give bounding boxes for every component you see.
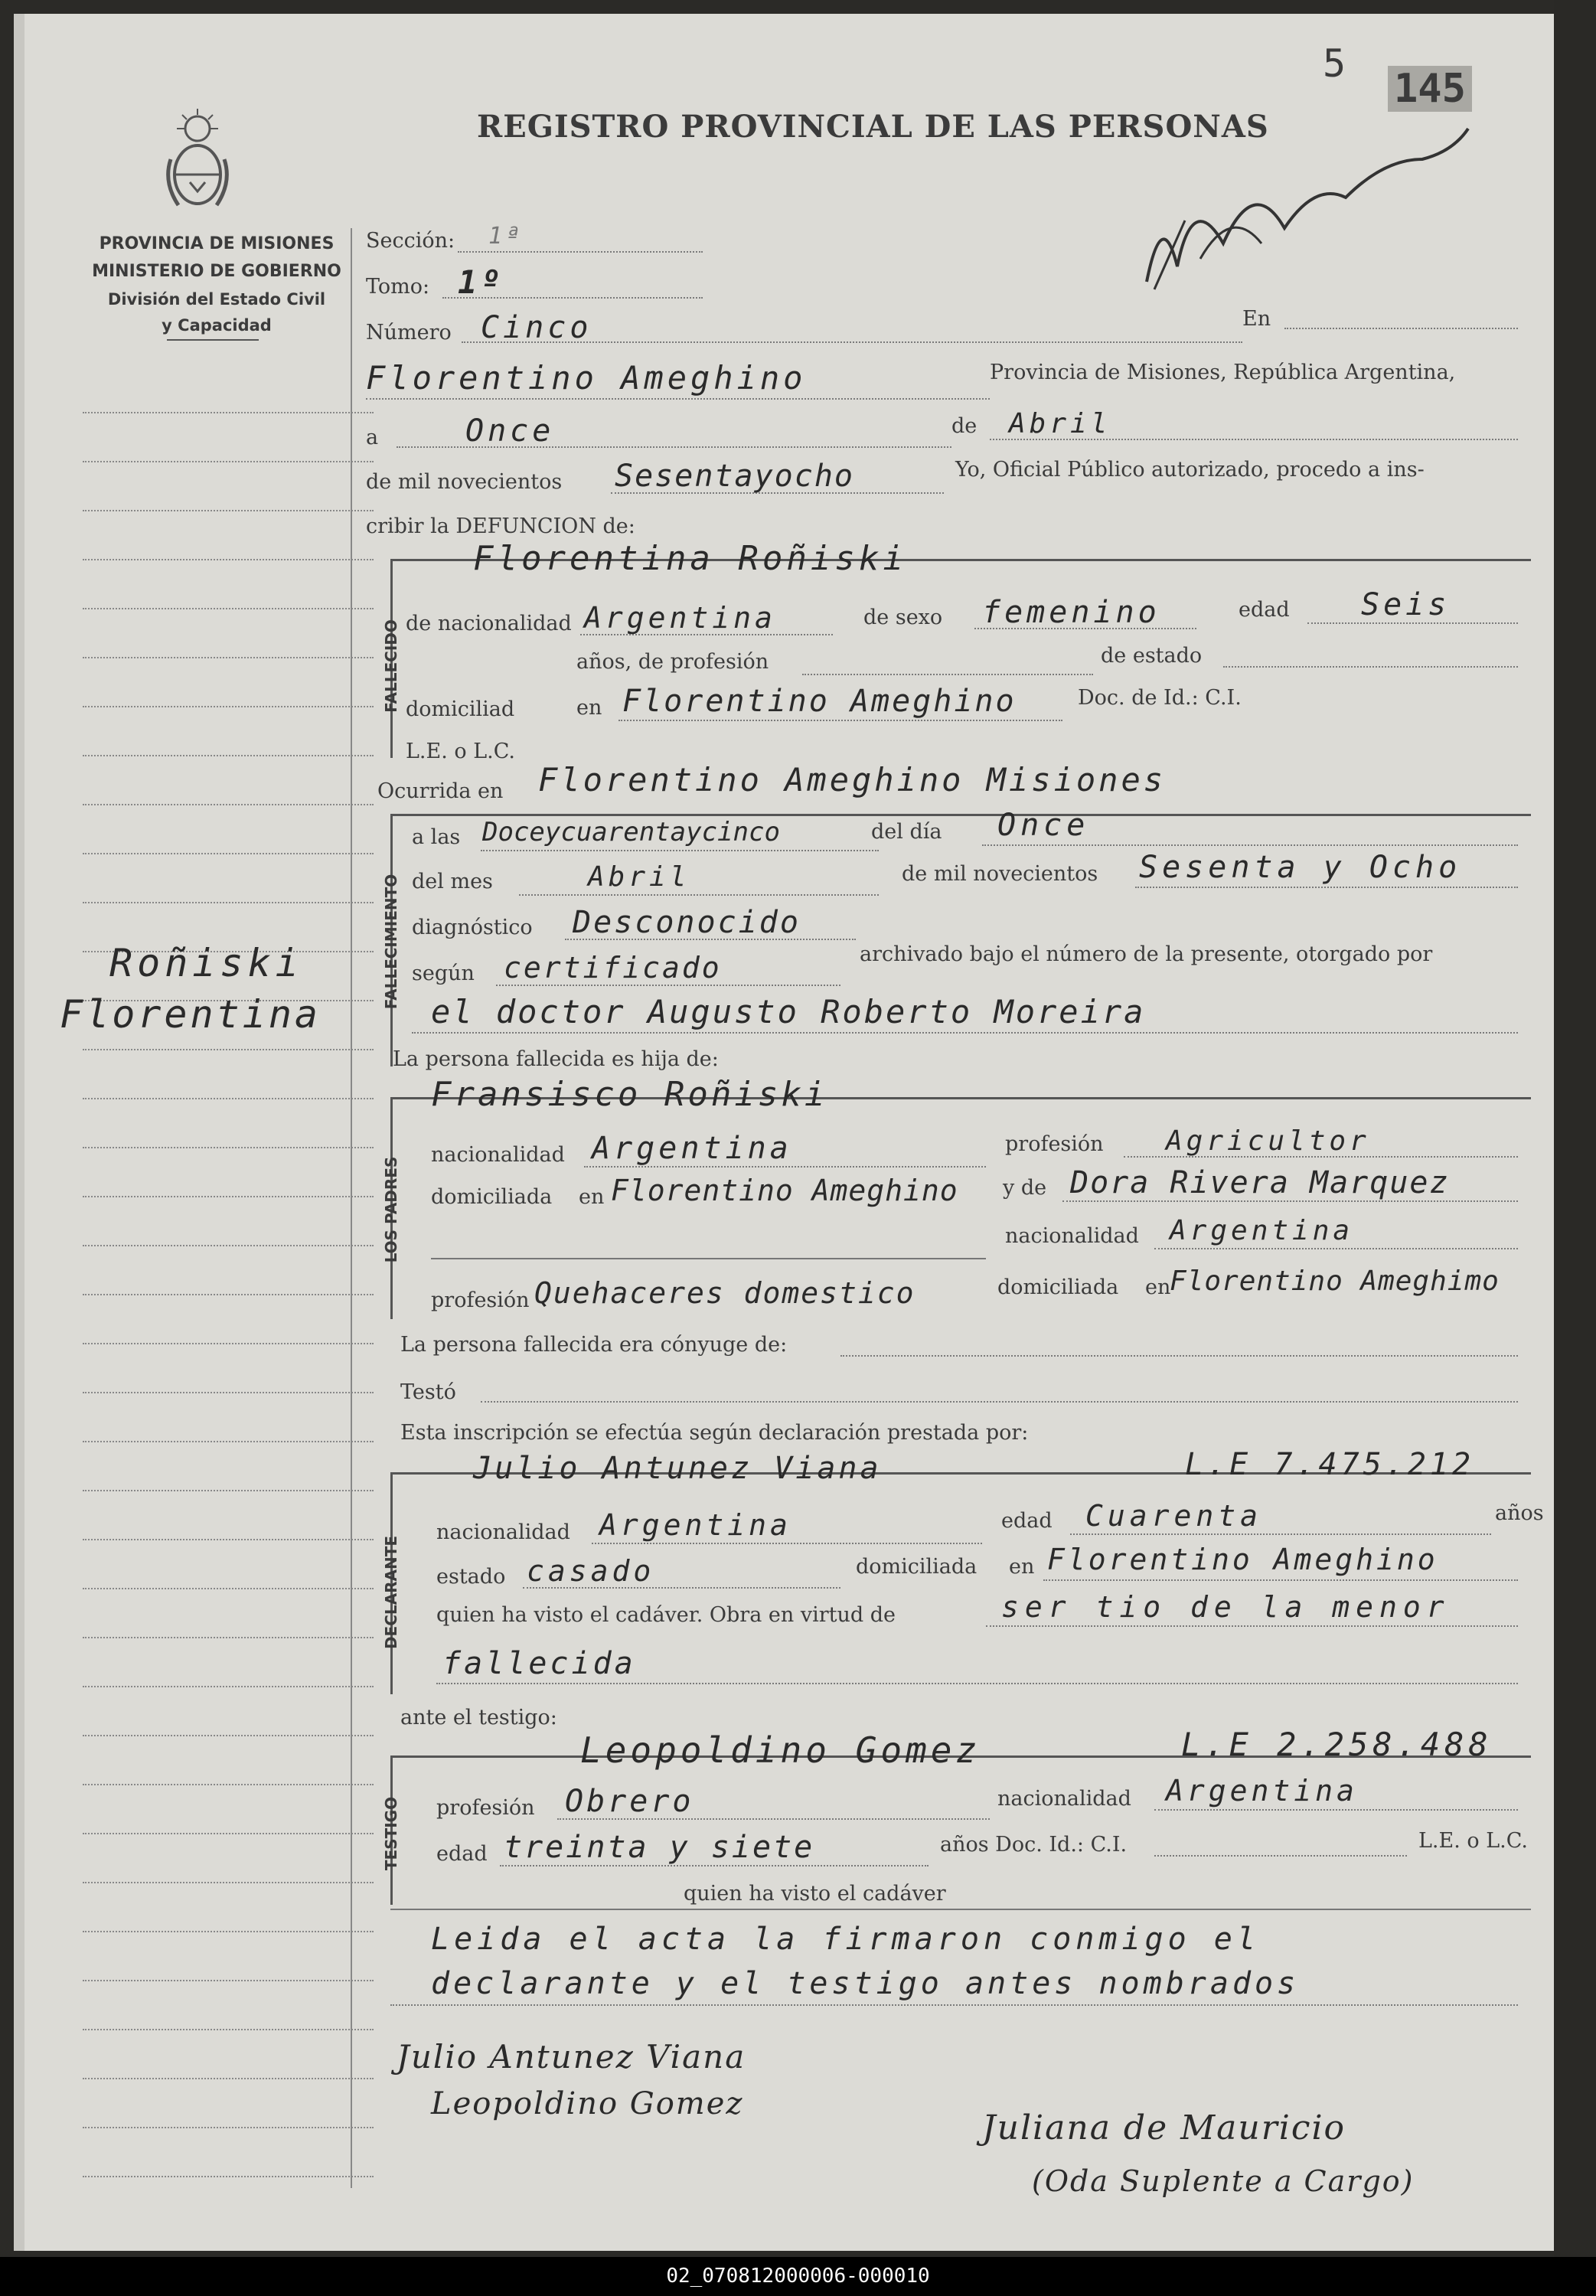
ante-testigo-label: ante el testigo:	[400, 1706, 557, 1729]
dia-line	[982, 844, 1518, 846]
register-title: REGISTRO PROVINCIAL DE LAS PERSONAS	[477, 109, 1269, 145]
testigo-le-label: L.E. o L.C.	[1418, 1829, 1529, 1853]
madre-domiciliada-label: domiciliada	[997, 1275, 1119, 1299]
place-line	[366, 398, 990, 400]
certificate-source: certificado	[504, 951, 722, 985]
madre-en-label: en	[1145, 1275, 1171, 1299]
madre-nacionalidad-label: nacionalidad	[1005, 1224, 1139, 1248]
scan-right-edge	[1554, 0, 1596, 2257]
fallecido-section-label: FALLECIDO	[382, 619, 400, 713]
anio-line	[1135, 887, 1518, 888]
margin-ruled-line	[83, 510, 374, 511]
segun-line	[496, 985, 840, 986]
witness-nationality: Argentina	[1166, 1774, 1358, 1808]
issuer-province: PROVINCIA DE MISIONES	[99, 234, 335, 253]
death-year: Sesenta y Ocho	[1139, 850, 1462, 885]
seccion-value: 1ª	[488, 223, 524, 250]
margin-ruled-line	[83, 1686, 374, 1687]
conyuge-label: La persona fallecida era cónyuge de:	[400, 1333, 788, 1357]
margin-ruled-line	[83, 1980, 374, 1981]
numero-label: Número	[366, 321, 452, 345]
margin-note-given-name: Florentina	[60, 992, 321, 1037]
mes-line	[519, 894, 879, 896]
closing-line	[390, 2004, 1518, 2006]
padre-profesion-label: profesión	[1005, 1132, 1104, 1156]
officer-signature: Juliana de Mauricio	[982, 2108, 1346, 2147]
padres-section-label: LOS PADRES	[382, 1156, 400, 1263]
folio-small-number: 5	[1323, 41, 1346, 86]
father-address: Florentino Ameghino	[611, 1174, 958, 1207]
declarante-nacionalidad-label: nacionalidad	[436, 1520, 570, 1544]
folio-stamp-number: 145	[1388, 66, 1472, 112]
margin-note-surname: Roñiski	[109, 941, 303, 985]
margin-ruled-line	[83, 1490, 374, 1491]
witness-document: L.E 2.258.488	[1181, 1726, 1493, 1763]
registration-place: Florentino Ameghino	[366, 359, 807, 397]
margin-ruled-line	[83, 1245, 374, 1246]
dia-label: del día	[871, 820, 942, 844]
binding-edge	[14, 14, 24, 2251]
registration-month: Abril	[1009, 408, 1111, 439]
madre-profesion-label: profesión	[431, 1288, 530, 1312]
issuer-underline	[167, 339, 259, 341]
declarante-edad-label: edad	[1001, 1509, 1053, 1533]
fallecido-domicilio: Florentino Ameghino	[622, 684, 1017, 719]
death-time: Doceycuarentaycinco	[482, 817, 780, 848]
mes-label: del mes	[412, 870, 493, 893]
diagnostico-label: diagnóstico	[412, 916, 533, 939]
margin-ruled-line	[83, 2176, 374, 2177]
en-label: En	[1242, 307, 1271, 331]
witness-profession: Obrero	[565, 1784, 694, 1819]
fallecimiento-top-rule	[390, 814, 1531, 816]
fallecido-edad: Seis	[1361, 587, 1451, 622]
declarant-signature: Julio Antunez Viana	[397, 2038, 746, 2076]
margin-ruled-line	[83, 755, 374, 756]
testigo-doc-line	[1154, 1855, 1407, 1857]
declaracion-text: Esta inscripción se efectúa según declaración prestada por:	[400, 1421, 1029, 1445]
certifying-doctor: el doctor Augusto Roberto Moreira	[431, 993, 1146, 1030]
segun-label: según	[412, 962, 475, 985]
margin-ruled-line	[83, 1098, 374, 1099]
issuer-division: División del Estado Civil	[107, 290, 326, 309]
declarante-estado-label: estado	[436, 1565, 506, 1589]
oficial-statement: Yo, Oficial Público autorizado, procedo a ins-	[955, 458, 1425, 482]
margin-ruled-line	[83, 1637, 374, 1638]
father-name: Fransisco Roñiski	[431, 1075, 828, 1114]
margin-ruled-line	[83, 706, 374, 707]
doctor-line	[412, 1032, 1518, 1034]
sexo-label: de sexo	[863, 606, 943, 629]
ocurrida-label: Ocurrida en	[377, 779, 504, 803]
issuer-capacity: y Capacidad	[162, 316, 272, 335]
archivado-text: archivado bajo el número de la presente, otorgado por	[860, 942, 1433, 966]
registration-day: Once	[465, 413, 555, 449]
fallecido-sexo: femenino	[982, 595, 1160, 630]
registration-year: Sesentayocho	[615, 459, 854, 494]
witness-age: treinta y siete	[504, 1830, 815, 1865]
margin-ruled-line	[83, 1294, 374, 1295]
margin-ruled-line	[83, 1784, 374, 1785]
padres-blank-line	[431, 1258, 986, 1259]
tomo-value: 1º	[458, 263, 504, 301]
madre-name-line	[1062, 1200, 1518, 1202]
estado-label: de estado	[1101, 644, 1203, 668]
declarant-nationality: Argentina	[599, 1508, 791, 1542]
fallecido-nacionalidad-label: de nacionalidad	[406, 612, 572, 635]
mother-name: Dora Rivera Marquez	[1070, 1165, 1450, 1200]
testigo-visto-text: quien ha visto el cadáver	[684, 1882, 946, 1906]
declarante-anos-label: años	[1495, 1501, 1544, 1525]
father-profession: Agricultor	[1166, 1125, 1370, 1157]
declarante-en-label: en	[1009, 1555, 1035, 1579]
closing-line-2: declarante y el testigo antes nombrados	[431, 1966, 1300, 2001]
witness-name: Leopoldino Gomez	[580, 1729, 981, 1771]
diagnosis: Desconocido	[573, 905, 801, 940]
declarante-visto-text: quien ha visto el cadáver. Obra en virtud de	[436, 1603, 896, 1627]
padres-intro: La persona fallecida es hija de:	[393, 1047, 719, 1071]
margin-ruled-line	[83, 804, 374, 805]
margin-ruled-line	[83, 2029, 374, 2030]
coat-of-arms-emblem	[155, 106, 240, 220]
declarante-virtud-line	[986, 1625, 1518, 1627]
margin-ruled-line	[83, 1147, 374, 1148]
officer-role: (Oda Suplente a Cargo)	[1032, 2164, 1415, 2198]
margin-ruled-line	[83, 1539, 374, 1540]
testo-line	[481, 1401, 1518, 1403]
margin-ruled-line	[83, 1931, 374, 1932]
marginal-scribble-signature	[1131, 113, 1483, 297]
padre-en-label: en	[579, 1185, 605, 1209]
declarant-relationship-cont: fallecida	[442, 1646, 636, 1681]
declarante-section-label: DECLARANTE	[382, 1535, 400, 1650]
edad-line	[1307, 622, 1518, 624]
father-nationality: Argentina	[592, 1131, 792, 1166]
testigo-bottom-rule	[390, 1909, 1531, 1910]
y-de-label: y de	[1003, 1176, 1047, 1200]
anio-label: de mil novecientos	[902, 862, 1098, 886]
caption-bar	[0, 2257, 1596, 2296]
testigo-nacionalidad-label: nacionalidad	[997, 1787, 1131, 1811]
estado-line	[1223, 666, 1518, 668]
margin-ruled-line	[83, 2078, 374, 2079]
declarant-address: Florentino Ameghino	[1047, 1543, 1438, 1576]
death-certificate-sheet	[14, 14, 1554, 2251]
issuer-ministry: MINISTERIO DE GOBIERNO	[92, 262, 341, 281]
margin-ruled-line	[83, 1343, 374, 1344]
mother-profession: Quehaceres domestico	[534, 1276, 915, 1310]
mother-address: Florentino Ameghimo	[1170, 1266, 1500, 1297]
en-line	[1284, 328, 1518, 329]
margin-ruled-line	[83, 902, 374, 903]
declarante-edad-line	[1070, 1533, 1491, 1535]
margin-ruled-line	[83, 1735, 374, 1736]
margin-ruled-line	[83, 412, 374, 413]
declarante-virtud2-line	[436, 1683, 1518, 1684]
declarante-nacionalidad-line	[592, 1543, 982, 1544]
declarant-relationship: ser tio de la menor	[1001, 1590, 1451, 1624]
year-label: de mil novecientos	[366, 470, 563, 494]
declarant-marital-status: casado	[527, 1554, 655, 1588]
margin-ruled-line	[83, 853, 374, 854]
provincia-text: Provincia de Misiones, República Argentina,	[990, 361, 1456, 384]
le-lc-label: L.E. o L.C.	[406, 740, 516, 763]
madre-nacionalidad-line	[1154, 1248, 1518, 1249]
seccion-line	[458, 251, 703, 253]
domicilio-line	[618, 720, 1062, 721]
hora-label: a las	[412, 825, 461, 849]
edad-label: edad	[1239, 598, 1290, 622]
margin-ruled-line	[83, 559, 374, 560]
margin-ruled-line	[83, 657, 374, 658]
padre-nacionalidad-label: nacionalidad	[431, 1143, 565, 1167]
testigo-edad-line	[500, 1865, 929, 1867]
death-day: Once	[997, 808, 1090, 843]
numero-value: Cinco	[481, 310, 592, 345]
inscribir-text: cribir la DEFUNCION de:	[366, 514, 635, 538]
padre-domiciliada-label: domiciliada	[431, 1185, 553, 1209]
testigo-edad-label: edad	[436, 1842, 488, 1866]
image-caption: 02_070812000006-000010	[666, 2265, 930, 2288]
de-label: de	[951, 414, 978, 438]
domiciliado-label: domiciliad	[406, 697, 515, 721]
fallecido-en-label: en	[576, 696, 602, 720]
padre-nacionalidad-line	[584, 1166, 986, 1168]
margin-ruled-line	[83, 2127, 374, 2128]
declarant-name: Julio Antunez Viana	[473, 1451, 882, 1486]
margin-ruled-line	[83, 608, 374, 609]
margin-ruled-line	[83, 461, 374, 462]
declarante-domicilio-line	[1043, 1579, 1518, 1581]
seccion-label: Sección:	[366, 229, 455, 253]
testigo-profesion-label: profesión	[436, 1796, 535, 1820]
margin-ruled-line	[83, 1392, 374, 1393]
death-month: Abril	[588, 861, 690, 893]
margin-ruled-line	[83, 1882, 374, 1883]
anos-profesion-label: años, de profesión	[576, 650, 769, 674]
fallecido-nacionalidad: Argentina	[584, 601, 776, 635]
testo-label: Testó	[400, 1380, 456, 1404]
death-place: Florentino Ameghino Misiones	[538, 761, 1167, 799]
closing-line-1: Leida el acta la firmaron conmigo el	[431, 1922, 1260, 1957]
margin-ruled-line	[83, 1588, 374, 1589]
margin-ruled-line	[83, 1049, 374, 1050]
margin-ruled-line	[83, 1441, 374, 1442]
declarant-age: Cuarenta	[1085, 1499, 1263, 1533]
testigo-anos-doc-label: años Doc. Id.: C.I.	[940, 1833, 1128, 1857]
profesion-line	[802, 674, 1093, 675]
testigo-nacionalidad-line	[1154, 1809, 1518, 1811]
conyuge-line	[840, 1355, 1518, 1357]
declarant-document: L.E 7.475.212	[1185, 1447, 1475, 1482]
a-label: a	[366, 426, 379, 449]
tomo-label: Tomo:	[366, 275, 430, 299]
declarante-domiciliada-label: domiciliada	[856, 1555, 978, 1579]
mother-nationality: Argentina	[1170, 1215, 1354, 1246]
witness-signature: Leopoldino Gomez	[431, 2086, 744, 2121]
doc-id-label: Doc. de Id.: C.I.	[1078, 686, 1242, 710]
fallecimiento-section-label: FALLECIMIENTO	[382, 874, 400, 1010]
margin-ruled-line	[83, 1833, 374, 1834]
testigo-section-label: TESTIGO	[382, 1796, 400, 1871]
margin-column-divider	[351, 228, 352, 2188]
hora-line	[481, 850, 879, 851]
deceased-name: Florentina Roñiski	[473, 539, 907, 578]
margin-ruled-line	[83, 1196, 374, 1197]
